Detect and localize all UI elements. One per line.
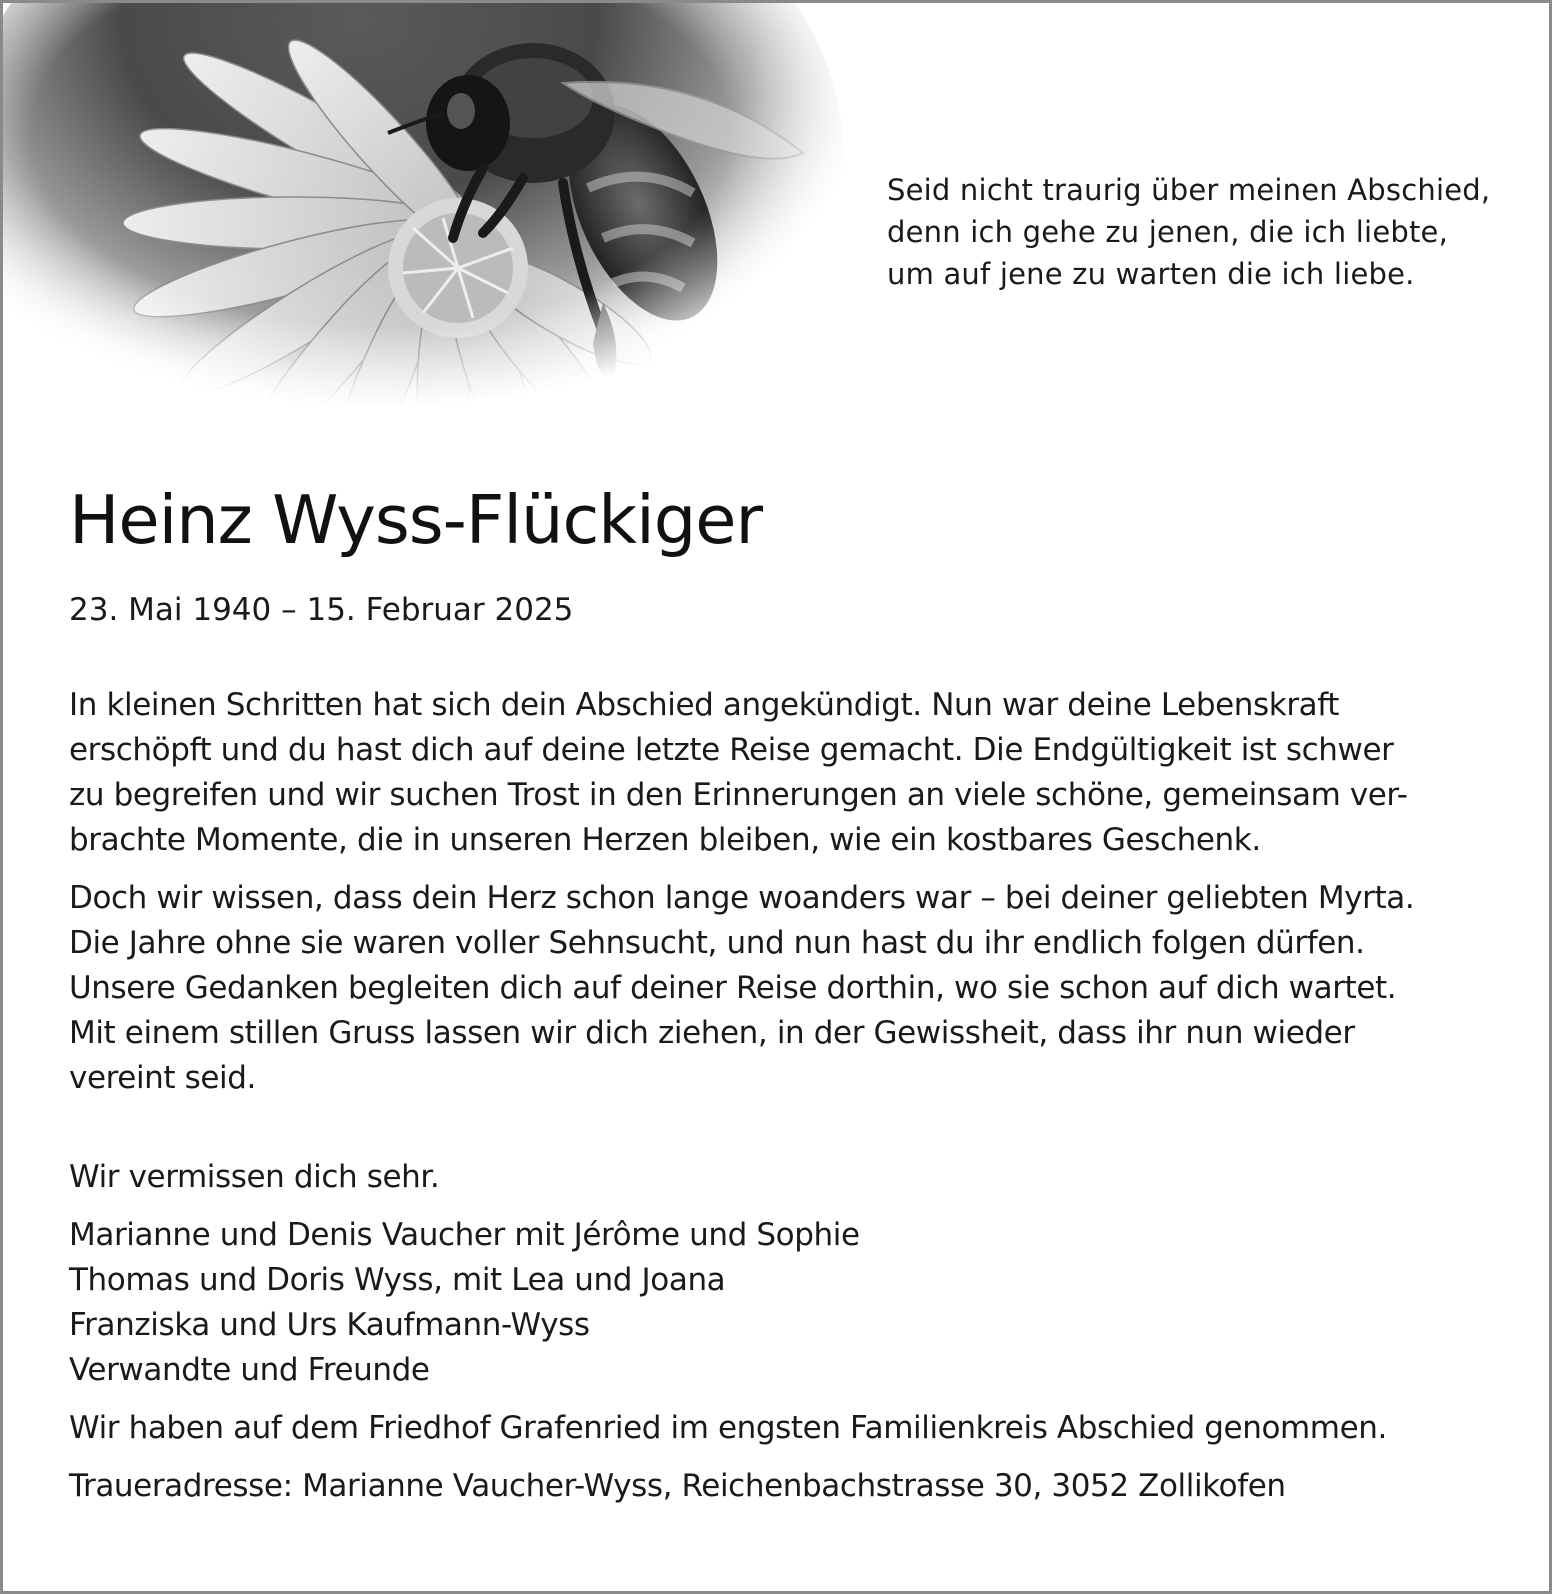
paragraph-2 — [69, 876, 1529, 1101]
text-line: Unsere Gedanken begleiten dich auf deiner Reise dorthin, wo sie schon auf dich wartet. — [69, 970, 1397, 1006]
text-line: erschöpft und du hast dich auf deine letzte Reise gemacht. Die Endgültigkeit ist schwer — [69, 732, 1394, 768]
farewell-note — [69, 1406, 1529, 1451]
memorial-quote — [887, 169, 1527, 295]
obituary-text — [69, 683, 1529, 1509]
mourning-address — [69, 1464, 1529, 1509]
paragraph-1 — [69, 683, 1529, 863]
text-line: Doch wir wissen, dass dein Herz schon lange woanders war – bei deiner geliebten Myrta. — [69, 880, 1415, 916]
quote-line: um auf jene zu warten die ich liebe. — [887, 257, 1415, 291]
text-line: brachte Momente, die in unseren Herzen bleiben, wie ein kostbares Geschenk. — [69, 822, 1261, 858]
farewell-note-text: Wir haben auf dem Friedhof Grafenried im engsten Familienkreis Abschied genommen. — [69, 1410, 1387, 1446]
bee-on-flower-photo — [3, 3, 863, 473]
text-line: vereint seid. — [69, 1060, 256, 1096]
life-dates: 23. Mai 1940 – 15. Februar 2025 — [69, 592, 574, 628]
mourner-entry: Verwandte und Freunde — [69, 1352, 430, 1388]
mourner-entry: Marianne und Denis Vaucher mit Jérôme und Sophie — [69, 1217, 860, 1253]
text-line: Mit einem stillen Gruss lassen wir dich ziehen, in der Gewissheit, dass ihr nun wieder — [69, 1015, 1355, 1051]
text-line: Die Jahre ohne sie waren voller Sehnsucht, und nun hast du ihr endlich folgen dürfen. — [69, 925, 1365, 961]
quote-line: denn ich gehe zu jenen, die ich liebte, — [887, 215, 1448, 249]
mourners-list — [69, 1213, 1529, 1393]
quote-line: Seid nicht traurig über meinen Abschied, — [887, 173, 1491, 207]
deceased-name: Heinz Wyss-Flückiger — [69, 481, 763, 559]
mourning-address-text: Traueradresse: Marianne Vaucher-Wyss, Reichenbachstrasse 30, 3052 Zollikofen — [69, 1468, 1286, 1504]
mourner-entry: Franziska und Urs Kaufmann-Wyss — [69, 1307, 590, 1343]
closing-line: Wir vermissen dich sehr. — [69, 1159, 440, 1195]
mourner-entry: Thomas und Doris Wyss, mit Lea und Joana — [69, 1262, 726, 1298]
text-line: zu begreifen und wir suchen Trost in den Erinnerungen an viele schöne, gemeinsam ver- — [69, 777, 1408, 813]
text-line: In kleinen Schritten hat sich dein Abschied angekündigt. Nun war deine Lebenskraft — [69, 687, 1340, 723]
